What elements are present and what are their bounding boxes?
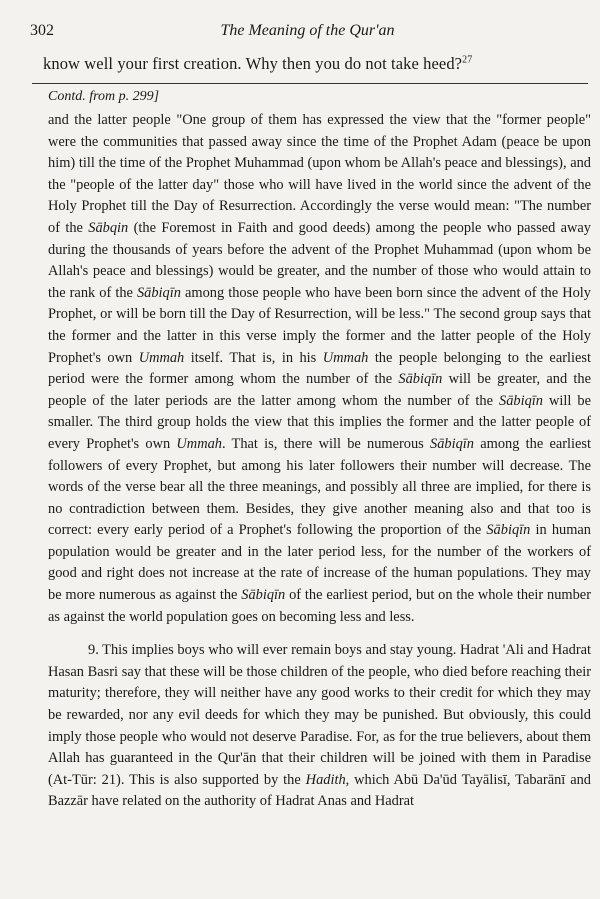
term-sabiqin: Sābiqīn xyxy=(241,587,286,604)
note-9-paragraph xyxy=(48,640,591,813)
note-9-text: 9. This implies boys who will ever remain boys and stay young. Hadrat 'Ali and Hadrat Hasan Basri say that these will be those children of the people, who died before reaching their maturity; therefore, they will neither have any good works to their credit for which they may be rewarded, nor any evil deeds for which they may be punished. But obviously, this could imply those people who would not deserve Paradise. For, as for the true believers, about them Allah has guaranteed in the Qur'ān that their children will be joined with them in Paradise (At-Tūr: 21). This is also supported by the xyxy=(48,642,591,788)
note-8-text: in human population would be greater and in the later period less, for the number of the workers of good and right does not increase at the rate of increase of the human populations. They may be more numerous as against the xyxy=(48,522,591,604)
footnotes-body xyxy=(48,110,591,813)
term-ummah: Ummah xyxy=(138,349,185,366)
note-8-text: of the earliest period, but on the whole their number as against the world population goes on becoming less and less. xyxy=(48,587,591,625)
term-sabiqin: Sābiqīn xyxy=(486,522,531,539)
term-sabiqin: Sābiqīn xyxy=(499,392,543,409)
note-9-text: , which Abū Da'ūd Tayālisī, Tabarānī and Bazzār have related on the authority of Hadrat Anas and Hadrat xyxy=(48,771,591,810)
running-title: The Meaning of the Qur'an xyxy=(220,22,395,39)
footnote-divider xyxy=(32,83,588,84)
note-8-text: among the earliest followers of every Prophet, but among his later followers their number will decrease. The words of the verse bear all the three meanings, and possibly all three are implied, for there is no contradiction between them. Besides, they give another meaning also and that too is correct: every early period of a Prophet's following the proportion of the xyxy=(48,435,591,539)
term-hadith: Hadith xyxy=(305,771,346,788)
note-8-text: itself. That is, in his xyxy=(184,349,323,366)
note-8-text: among those people who have been born since the advent of the Holy Prophet, or will be born till the Day of Resurrection, will be less." The second group says that the former and the latter in this verse imply the former and the latter people of the Holy Prophet's own xyxy=(48,284,591,366)
note-8-text: (the Foremost in Faith and good deeds) among the people who passed away during the thousands of years before the advent of the Prophet Muhammad (upon whom be Allah's peace and blessings) would be greater, and the number of those who would attain to the rank of the xyxy=(48,219,591,301)
term-sabiqin: Sābiqīn xyxy=(398,371,443,388)
page-header xyxy=(30,22,585,44)
term-sabiqin: Sābiqīn xyxy=(430,435,474,452)
page-number: 302 xyxy=(30,22,54,39)
note-8-paragraph xyxy=(48,110,591,628)
term-sabqin: Sābqin xyxy=(88,219,129,236)
note-8-text: will be greater, and the people of the later periods are the latter among whom the number of the xyxy=(48,371,592,409)
note-8-text: will be smaller. The third group holds the view that this implies the former and the latter people of every Prophet's own xyxy=(48,392,591,452)
note-8-text: and the latter people "One group of them has expressed the view that the "former people" were the communities that passed away since the time of the Prophet Adam (peace be upon him) till the time of the Prophet Muhammad (upon whom be Allah's peace and blessings), and the "people of the latter day" those who will have lived in the world since the advent of the Holy Prophet till the Day of Resurrection. Accordingly the verse would mean: "The number of the xyxy=(48,112,591,236)
term-sabiqin: Sābiqīn xyxy=(136,284,181,301)
term-ummah: Ummah xyxy=(322,349,369,366)
note-8-text: the people belonging to the earliest period were the former among whom the number of the xyxy=(48,349,591,388)
continued-label: Contd. from p. 299] xyxy=(48,89,160,104)
term-ummah: Ummah xyxy=(176,435,222,452)
note-8-text: . That is, there will be numerous xyxy=(221,435,431,452)
verse-line: know well your first creation. Why then you do not take heed?$^{27}$ xyxy=(43,54,473,73)
